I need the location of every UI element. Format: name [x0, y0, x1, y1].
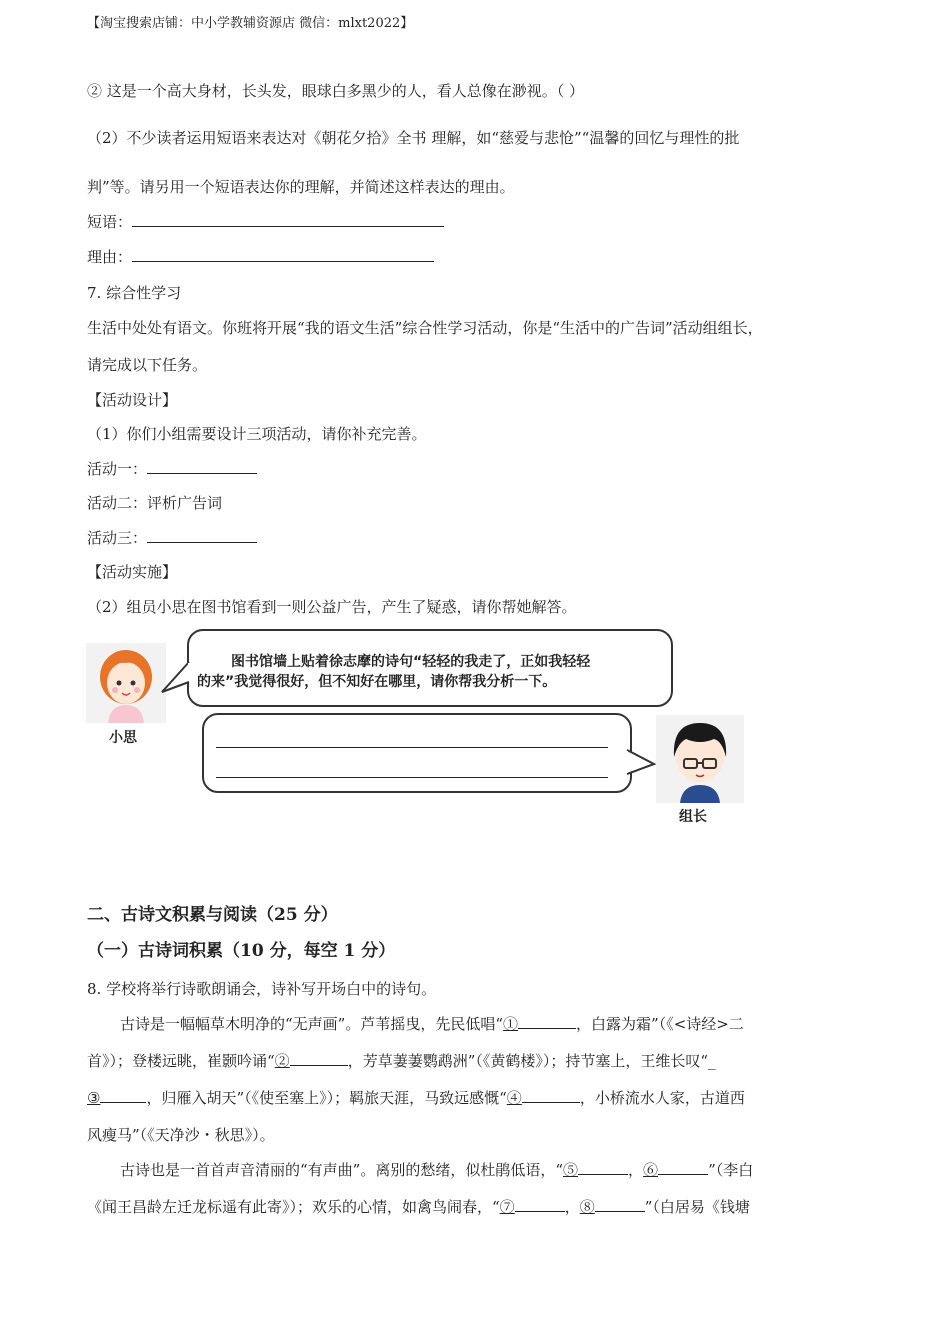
- blank-8[interactable]: [595, 1197, 645, 1212]
- bubble-line2: 的来”我觉得很好，但不知好在哪里，请你帮我分析一下。: [197, 674, 557, 690]
- p2-line1-text-a: 古诗也是一首首声音清丽的“有声曲”。离别的愁绪，似杜鹃低语，“: [120, 1161, 564, 1179]
- p1-line3-text-a: ，归雁入胡天”（《使至塞上》）；羁旅天涯，马致远感慨“: [146, 1089, 507, 1107]
- q6-part2-line1: （2）不少读者运用短语来表达对《朝花夕拾》全书 理解，如“慈爱与悲怆”“温馨的回忆与理性的批: [87, 129, 740, 147]
- leader-name-label: 组长: [679, 809, 707, 825]
- activity3-label: 活动三：: [87, 529, 148, 547]
- activity-impl-heading: 【活动实施】: [87, 563, 178, 581]
- activity2-row: 活动二：评析广告词: [87, 494, 223, 512]
- reason-answer-blank[interactable]: [132, 247, 434, 262]
- leader-avatar: [656, 715, 744, 803]
- p1-line2-text-a: 首》）；登楼远眺，崔颢吟诵“: [87, 1052, 275, 1070]
- p1-line1-text-a: 古诗是一幅幅草木明净的“无声画”。芦苇摇曳，先民低唱“: [120, 1015, 504, 1033]
- p2-line2-comma: ，: [564, 1198, 580, 1216]
- p1-line1-text-b: ，白露为霜”（《<诗经>二: [576, 1015, 744, 1033]
- phrase-answer-blank[interactable]: [132, 212, 444, 227]
- girl-name-label: 小思: [109, 730, 137, 746]
- blank-3[interactable]: [100, 1088, 146, 1103]
- q8-title: 8. 学校将举行诗歌朗诵会，诗补写开场白中的诗句。: [87, 980, 437, 998]
- bubble-line1: 图书馆墙上贴着徐志摩的诗句“轻轻的我走了，正如我轻轻: [231, 654, 591, 670]
- p1-line4: 风瘦马”（《天净沙・秋思》）。: [87, 1126, 275, 1144]
- blank-marker-5: ⑤: [563, 1161, 579, 1179]
- blank-2[interactable]: [290, 1051, 348, 1066]
- blank-marker-1: ①: [503, 1015, 519, 1033]
- phrase-label: 短语：: [87, 213, 133, 231]
- answer-blank-line1[interactable]: [216, 747, 608, 748]
- leader-answer-bubble: [202, 713, 632, 793]
- p2-line2-text-a: 《闻王昌龄左迁龙标遥有此寄》）；欢乐的心情，如禽鸟闹春，“: [87, 1198, 500, 1216]
- activity-design-heading: 【活动设计】: [87, 391, 178, 409]
- q6-item2: ② 这是一个高大身材，长头发，眼球白多黑少的人，看人总像在渺视。（ ）: [87, 82, 585, 100]
- blank-marker-3: ③: [87, 1089, 101, 1107]
- q7-sub2: （2）组员小思在图书馆看到一则公益广告，产生了疑惑，请你帮她解答。: [87, 598, 577, 616]
- q7-intro-line2: 请完成以下任务。: [87, 356, 208, 374]
- blank-marker-6: ⑥: [643, 1161, 659, 1179]
- activity3-row: [87, 528, 257, 548]
- phrase-row: [87, 212, 444, 232]
- blank-marker-2: ②: [274, 1052, 290, 1070]
- blank-marker-4: ④: [506, 1089, 522, 1107]
- p1-line2: [87, 1051, 716, 1071]
- p1-line1: [120, 1014, 744, 1034]
- p2-line1: [120, 1160, 753, 1180]
- reason-label: 理由：: [87, 248, 133, 266]
- blank-6[interactable]: [658, 1160, 708, 1175]
- page-header-banner: 【淘宝搜索店铺：中小学教辅资源店 微信：mlxt2022】: [87, 16, 414, 31]
- answer-blank-line2[interactable]: [216, 777, 608, 778]
- girl-illustration: [86, 643, 166, 723]
- activity1-row: [87, 459, 257, 479]
- p2-line2: [87, 1197, 750, 1217]
- girl-bubble-tail: [160, 660, 190, 696]
- p2-line2-text-b: ”（白居易《钱塘: [644, 1198, 750, 1216]
- p1-line3-text-b: ，小桥流水人家，古道西: [579, 1089, 745, 1107]
- p1-line2-text-b: ，芳草萋萋鹦鹉洲”（《黄鹤楼》）；持节塞上，王维长叹“_: [347, 1052, 716, 1070]
- girl-speech-bubble: [187, 629, 673, 707]
- p1-line3: [87, 1088, 745, 1108]
- boy-illustration: [656, 715, 744, 803]
- section2-subtitle: （一）古诗词积累（10 分，每空 1 分）: [87, 941, 396, 961]
- activity3-blank[interactable]: [147, 528, 257, 543]
- blank-1[interactable]: [518, 1014, 576, 1029]
- blank-5[interactable]: [578, 1160, 628, 1175]
- section2-title: 二、古诗文积累与阅读（25 分）: [87, 905, 338, 925]
- q7-sub1: （1）你们小组需要设计三项活动，请你补充完善。: [87, 425, 427, 443]
- reason-row: [87, 247, 434, 267]
- blank-7[interactable]: [515, 1197, 565, 1212]
- blank-marker-7: ⑦: [499, 1198, 515, 1216]
- blank-marker-8: ⑧: [579, 1198, 595, 1216]
- p2-line1-text-b: ”（李白: [708, 1161, 754, 1179]
- girl-avatar: [86, 643, 166, 723]
- blank-4[interactable]: [522, 1088, 580, 1103]
- activity1-blank[interactable]: [147, 459, 257, 474]
- p2-line1-comma: ，: [628, 1161, 644, 1179]
- q7-title: 7. 综合性学习: [87, 284, 182, 302]
- leader-bubble-tail: [626, 748, 656, 778]
- activity1-label: 活动一：: [87, 460, 148, 478]
- q6-part2-line2: 判”等。请另用一个短语表达你的理解，并简述这样表达的理由。: [87, 178, 515, 196]
- q7-intro-line1: 生活中处处有语文。你班将开展“我的语文生活”综合性学习活动，你是“生活中的广告词”活动组组长，: [87, 319, 763, 337]
